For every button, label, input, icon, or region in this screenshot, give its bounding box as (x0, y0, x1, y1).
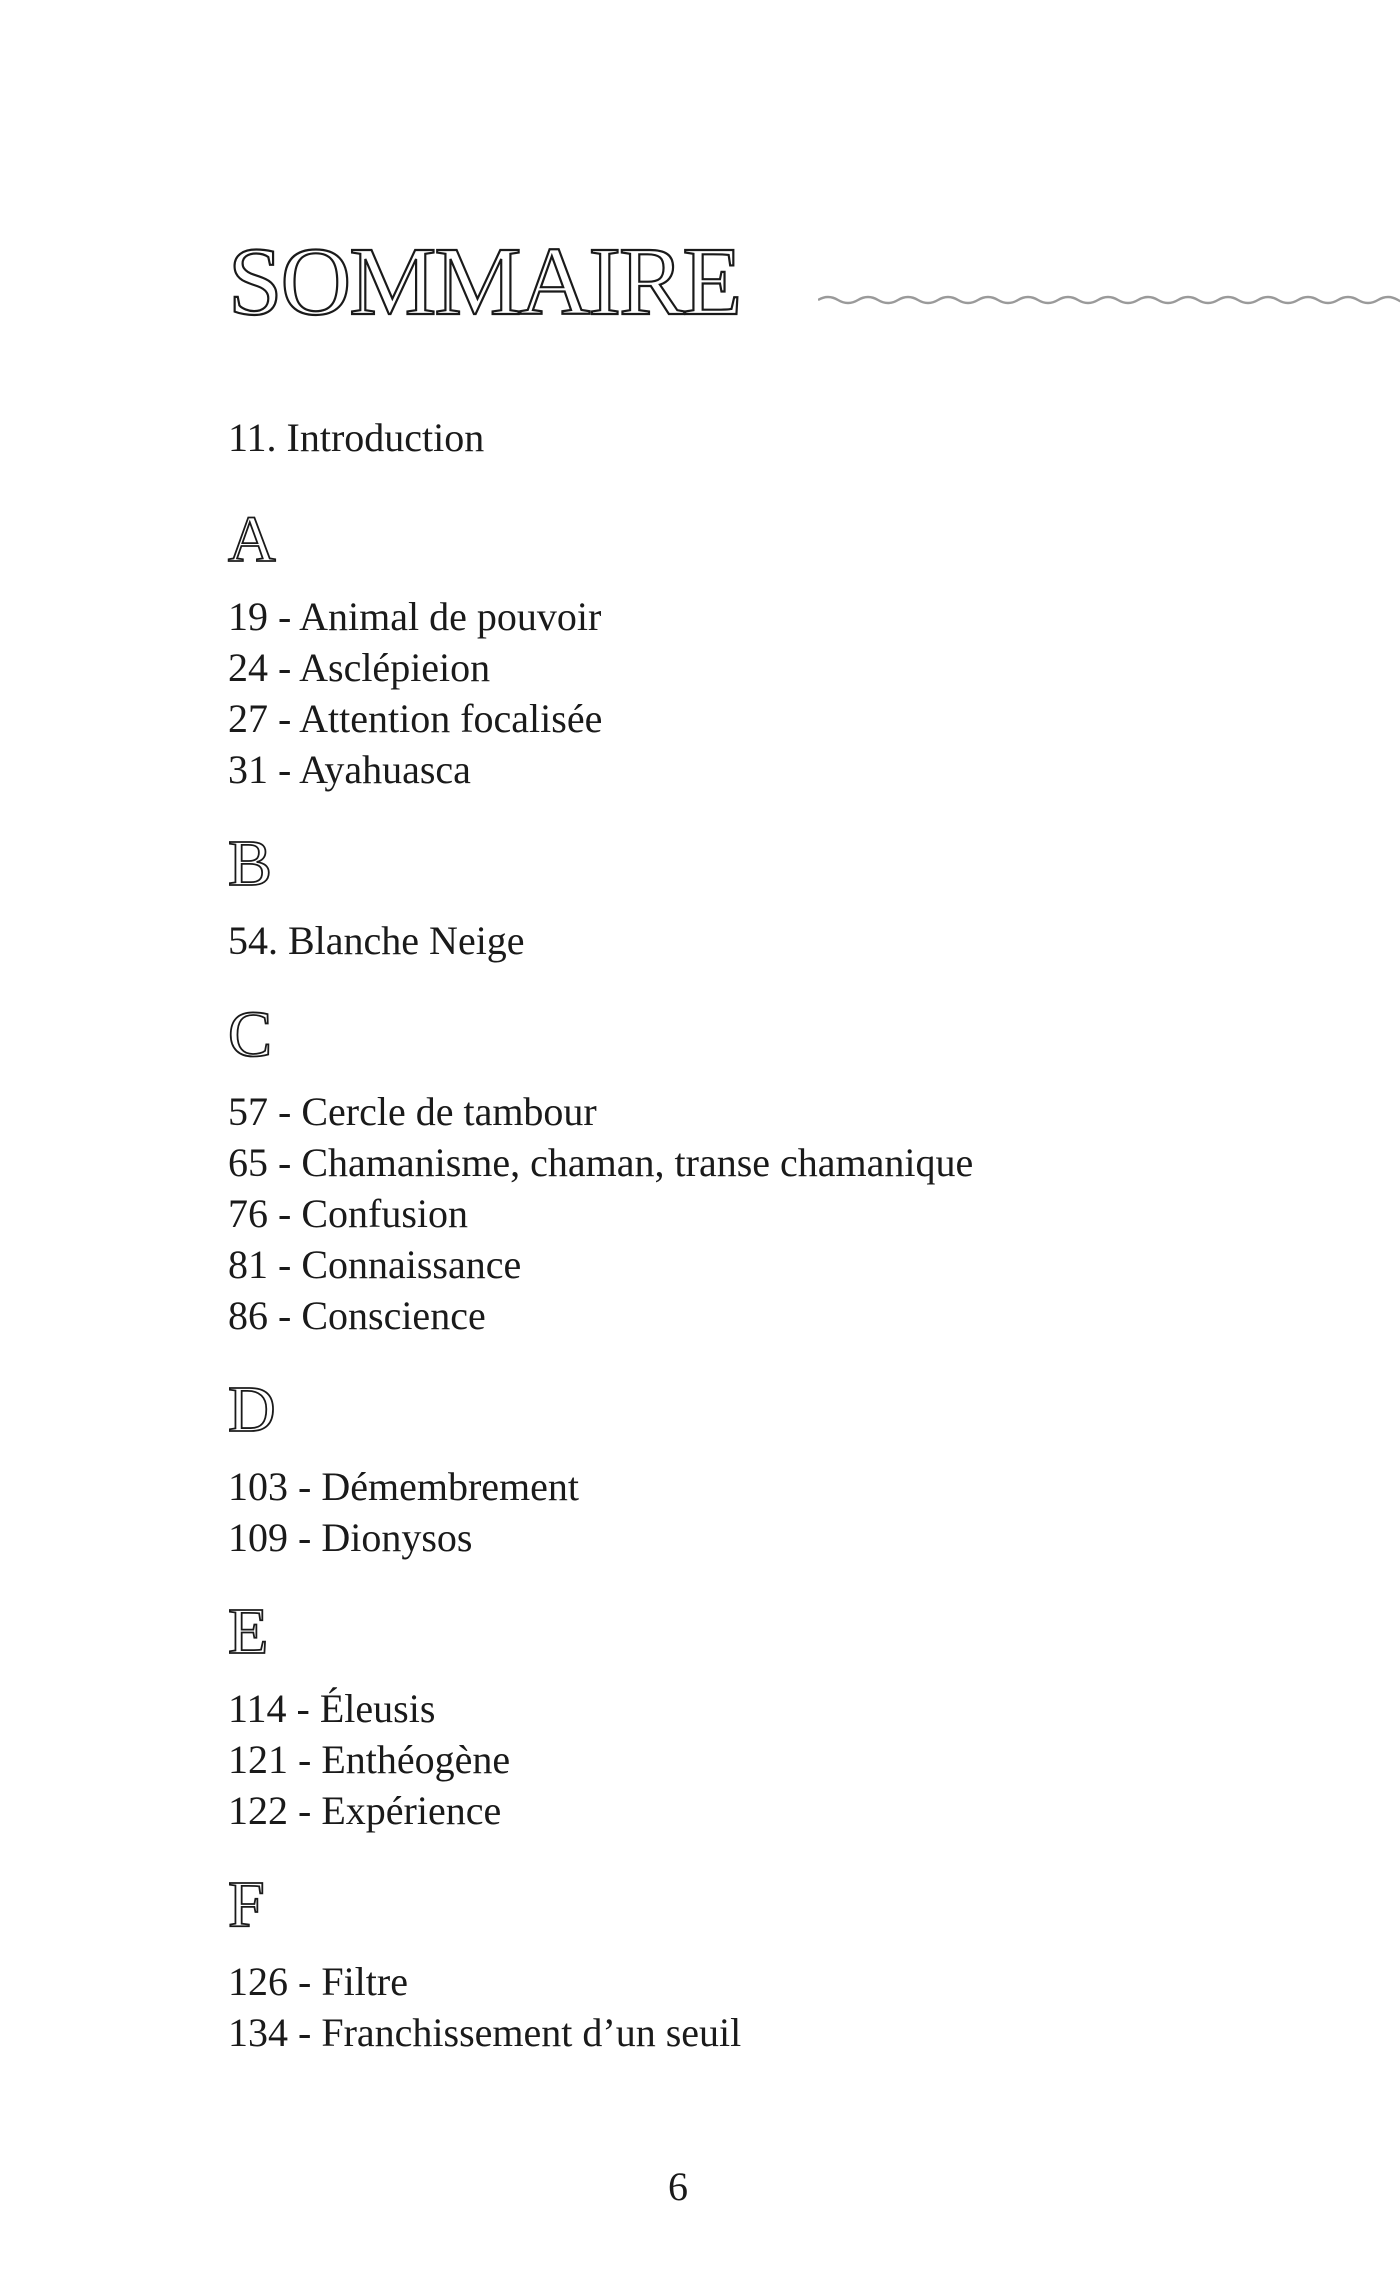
section-d (228, 1373, 1328, 1563)
toc-entry: 134 - Franchissement d’un seuil (228, 2010, 742, 2055)
section-letter: E (228, 1595, 269, 1668)
table-of-contents (228, 412, 1328, 2094)
toc-entry: 109 - Dionysos (228, 1515, 473, 1560)
section-letter: B (228, 827, 273, 900)
section-a (228, 503, 1328, 795)
toc-entry: 31 - Ayahuasca (228, 747, 471, 792)
section-c (228, 998, 1328, 1341)
section-b (228, 827, 1328, 966)
page-number: 6 (668, 2164, 688, 2209)
toc-entry: 65 - Chamanisme, chaman, transe chamanique (228, 1140, 974, 1185)
header (228, 228, 1400, 336)
toc-entry: 126 - Filtre (228, 1959, 408, 2004)
section-e (228, 1595, 1328, 1836)
toc-entry: 114 - Éleusis (228, 1686, 436, 1731)
section-letter: D (228, 1373, 276, 1446)
section-letter: A (228, 503, 276, 576)
toc-entry: 54. Blanche Neige (228, 918, 525, 963)
wave-ornament-icon (818, 288, 1400, 312)
section-letter: F (228, 1868, 265, 1941)
toc-entry: 121 - Enthéogène (228, 1737, 511, 1782)
toc-entry: 24 - Asclépieion (228, 645, 491, 690)
toc-entry: 19 - Animal de pouvoir (228, 594, 602, 639)
section-f (228, 1868, 1328, 2058)
toc-entry: 57 - Cercle de tambour (228, 1089, 597, 1134)
page-title: SOMMAIRE (228, 228, 741, 336)
section-letter: C (228, 998, 273, 1071)
toc-entry: 103 - Démembrement (228, 1464, 579, 1509)
toc-entry: 76 - Confusion (228, 1191, 468, 1236)
toc-entry: 86 - Conscience (228, 1293, 486, 1338)
toc-entry: 27 - Attention focalisée (228, 696, 603, 741)
toc-entry: 122 - Expérience (228, 1788, 502, 1833)
toc-entry-introduction: 11. Introduction (228, 415, 485, 460)
toc-entry: 81 - Connaissance (228, 1242, 522, 1287)
